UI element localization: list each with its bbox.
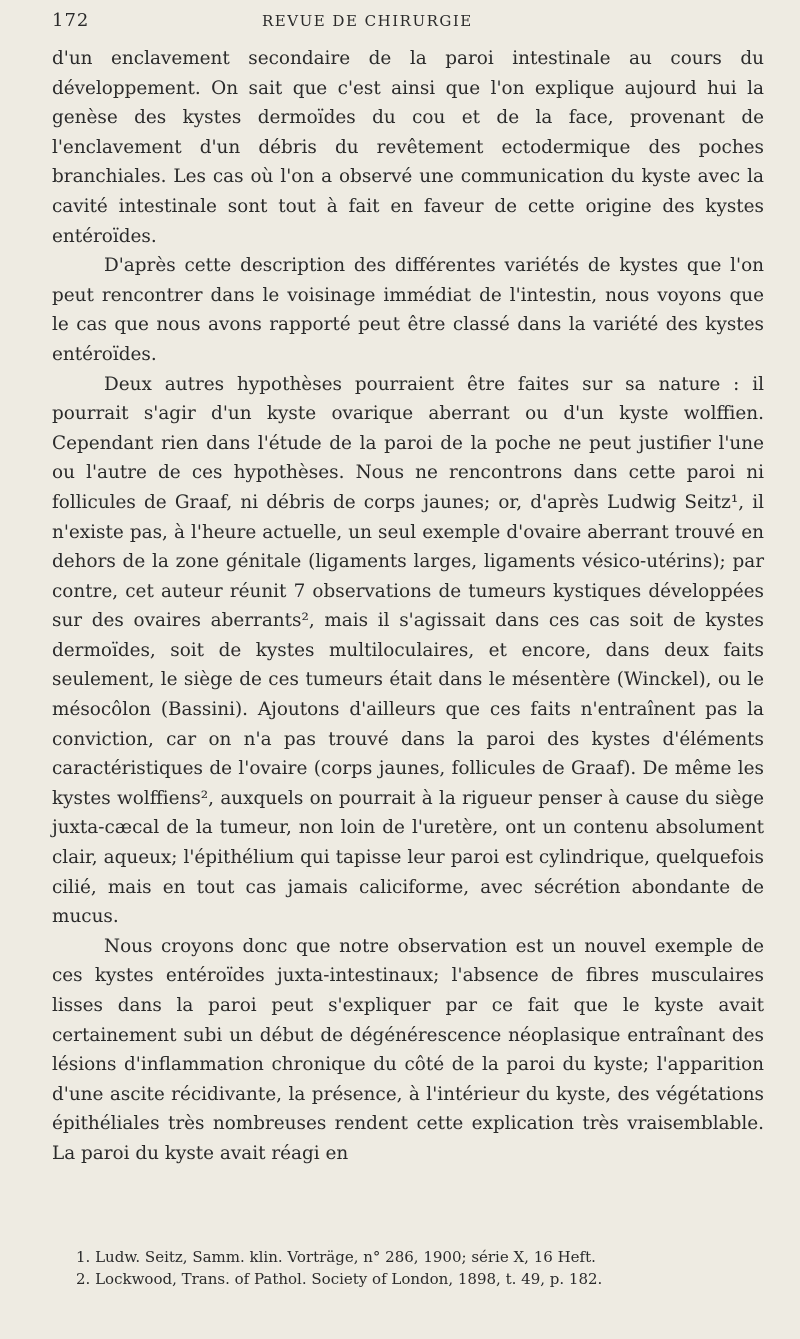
paragraph: Nous croyons donc que notre observation est un nouvel exemple de ces kystes entéroïdes juxta-intestinaux; l'absence de fibres musculaires lisses dans la paroi peut s'expliquer par ce fait que le kyste avait certainement subi un début de dégénérescence néoplasique entraînant des lésions d'inflammation chronique du côté de la paroi du kyste; l'apparition d'une ascite récidivante, la présence, à l'intérieur du kyste, des végétations épithéliales très nombreuses rendent cette explication très vraisemblable. La paroi du kyste avait réagi en bbox=[52, 935, 764, 1164]
footnote-text: Ludw. Seitz, Samm. klin. Vorträge, n° 286, 1900; série X, 16 Heft. bbox=[95, 1248, 596, 1266]
footnote-number: 1. bbox=[76, 1248, 91, 1266]
paragraph: Deux autres hypothèses pourraient être faites sur sa nature : il pourrait s'agir d'un kyste ovarique aberrant ou d'un kyste wolffien. Cependant rien dans l'étude de la paroi de la poche ne peut justifier l'une ou l'autre de ces hypothèses. Nous ne rencontrons dans cette paroi ni follicules de Graaf, ni débris de corps jaunes; or, d'après Ludwig Seitz¹, il n'existe pas, à l'heure actuelle, un seul exemple d'ovaire aberrant trouvé en dehors de la zone génitale (ligaments larges, ligaments vésico-utérins); par contre, cet auteur réunit 7 observations de tumeurs kystiques développées sur des ovaires aberrants², mais il s'agissait dans ces cas soit de kystes dermoïdes, soit de kystes multiloculaires, et encore, dans deux faits seulement, le siège de ces tumeurs était dans le mésentère (Winckel), ou le mésocôlon (Bassini). Ajoutons d'ailleurs que ces faits n'entraînent pas la conviction, car on n'a pas trouvé dans la paroi des kystes d'éléments caractéristiques de l'ovaire (corps jaunes, follicules de Graaf). De même les kystes wolffiens², auxquels on pourrait à la rigueur penser à cause du siège juxta-cæcal de la tumeur, non loin de l'uretère, ont un contenu absolument clair, aqueux; l'épithélium qui tapisse leur paroi est cylindrique, quelquefois cilié, mais en tout cas jamais caliciforme, avec sécrétion abondante de mucus. bbox=[52, 373, 764, 928]
journal-title: REVUE DE CHIRURGIE bbox=[262, 12, 473, 30]
footnote-number: 2. bbox=[76, 1270, 91, 1288]
footnote-text: Lockwood, Trans. of Pathol. Society of London, 1898, t. 49, p. 182. bbox=[95, 1270, 603, 1288]
footnote bbox=[52, 1246, 764, 1268]
page-number: 172 bbox=[52, 10, 90, 31]
footnote bbox=[52, 1268, 764, 1290]
body-text bbox=[52, 44, 764, 1169]
paragraph: D'après cette description des différentes variétés de kystes que l'on peut rencontrer dans le voisinage immédiat de l'intestin, nous voyons que le cas que nous avons rapporté peut être classé dans la variété des kystes entéroïdes. bbox=[52, 255, 764, 365]
paragraph-continuation: d'un enclavement secondaire de la paroi intestinale au cours du développement. On sait que c'est ainsi que l'on explique aujourd hui la genèse des kystes dermoïdes du cou et de la face, provenant de l'enclavement d'un débris du revêtement ectodermique des poches branchiales. Les cas où l'on a observé une communication du kyste avec la cavité intestinale sont tout à fait en faveur de cette origine des kystes entéroïdes. bbox=[52, 48, 764, 247]
running-header bbox=[52, 10, 760, 34]
footnotes bbox=[52, 1246, 764, 1290]
